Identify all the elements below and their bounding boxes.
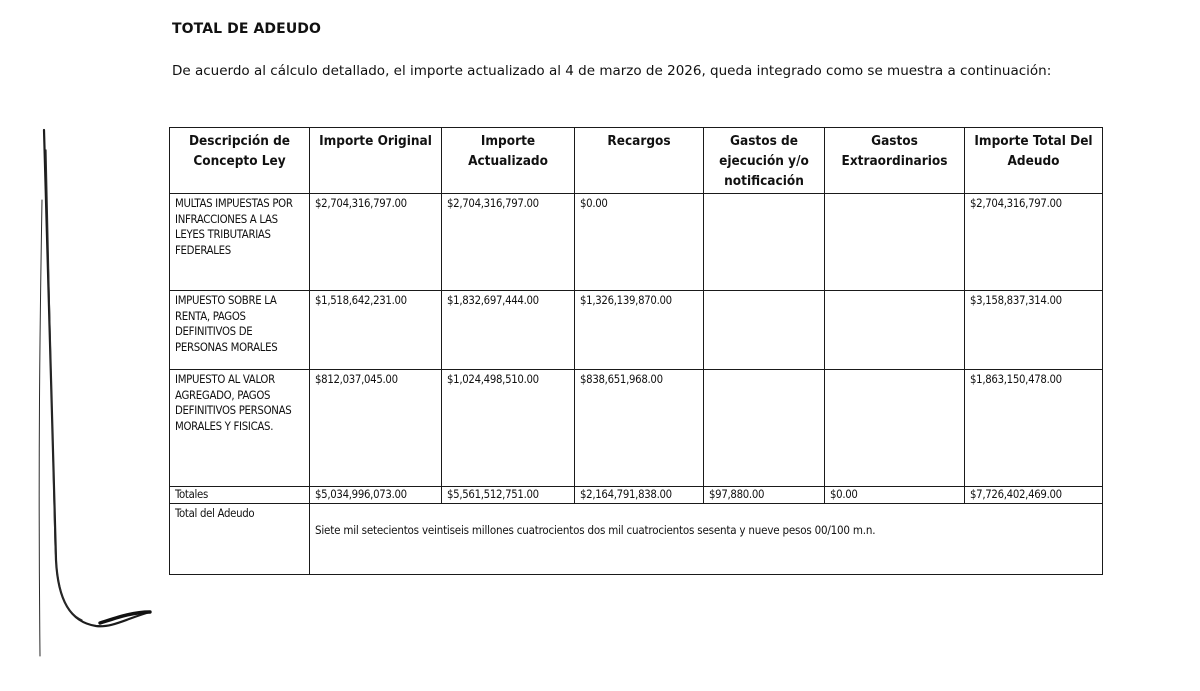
cell-concept <box>170 291 310 370</box>
totals-extraordinary-costs: $0.00 <box>825 487 965 504</box>
header-total-debt: Importe Total Del Adeudo <box>965 128 1103 194</box>
cell-updated: $2,704,316,797.00 <box>442 194 575 291</box>
cell-extraordinary-costs <box>825 291 965 370</box>
concept-text: IMPUESTO SOBRE LA RENTA, PAGOS DEFINITIVOS DE PERSONAS MORALES <box>175 294 278 354</box>
cell-original: $812,037,045.00 <box>310 370 442 487</box>
cell-execution-costs <box>704 370 825 487</box>
cell-surcharges: $1,326,139,870.00 <box>575 291 704 370</box>
totals-label: Totales <box>170 487 310 504</box>
header-concept: Descripción de Concepto Ley <box>170 128 310 194</box>
totals-surcharges: $2,164,791,838.00 <box>575 487 704 504</box>
totals-execution-costs: $97,880.00 <box>704 487 825 504</box>
header-original-amount: Importe Original <box>310 128 442 194</box>
header-surcharges: Recargos <box>575 128 704 194</box>
header-extraordinary-costs: Gastos Extraordinarios <box>825 128 965 194</box>
cell-extraordinary-costs <box>825 370 965 487</box>
table-row <box>170 291 1103 370</box>
cell-concept <box>170 194 310 291</box>
document-heading: TOTAL DE ADEUDO <box>172 21 322 37</box>
cell-execution-costs <box>704 291 825 370</box>
totals-total: $7,726,402,469.00 <box>965 487 1103 504</box>
debt-table <box>169 127 1103 575</box>
cell-original: $2,704,316,797.00 <box>310 194 442 291</box>
cell-original: $1,518,642,231.00 <box>310 291 442 370</box>
concept-text: IMPUESTO AL VALOR AGREGADO, PAGOS DEFINITIVOS PERSONAS MORALES Y FISICAS. <box>175 373 292 433</box>
table-row <box>170 370 1103 487</box>
cell-surcharges: $838,651,968.00 <box>575 370 704 487</box>
cell-updated: $1,832,697,444.00 <box>442 291 575 370</box>
concept-text: MULTAS IMPUESTAS POR INFRACCIONES A LAS LEYES TRIBUTARIAS FEDERALES <box>175 197 293 257</box>
cell-concept <box>170 370 310 487</box>
cell-total: $2,704,316,797.00 <box>965 194 1103 291</box>
totals-row <box>170 487 1103 504</box>
intro-paragraph: De acuerdo al cálculo detallado, el importe actualizado al 4 de marzo de 2026, queda integrado como se muestra a continuación: <box>172 63 1052 79</box>
cell-surcharges: $0.00 <box>575 194 704 291</box>
total-in-words-label: Total del Adeudo <box>170 503 310 574</box>
header-execution-costs: Gastos de ejecución y/o notificación <box>704 128 825 194</box>
total-in-words-cell <box>310 503 1103 574</box>
cell-total: $3,158,837,314.00 <box>965 291 1103 370</box>
totals-original: $5,034,996,073.00 <box>310 487 442 504</box>
cell-updated: $1,024,498,510.00 <box>442 370 575 487</box>
totals-updated: $5,561,512,751.00 <box>442 487 575 504</box>
cell-execution-costs <box>704 194 825 291</box>
table-header-row <box>170 128 1103 194</box>
table-row <box>170 194 1103 291</box>
total-in-words-text: Siete mil setecientos veintiseis millones cuatrocientos dos mil cuatrocientos sesenta y nueve pesos 00/100 m.n. <box>315 522 876 537</box>
cell-total: $1,863,150,478.00 <box>965 370 1103 487</box>
total-in-words-row <box>170 503 1103 574</box>
cell-extraordinary-costs <box>825 194 965 291</box>
header-updated-amount: Importe Actualizado <box>442 128 575 194</box>
